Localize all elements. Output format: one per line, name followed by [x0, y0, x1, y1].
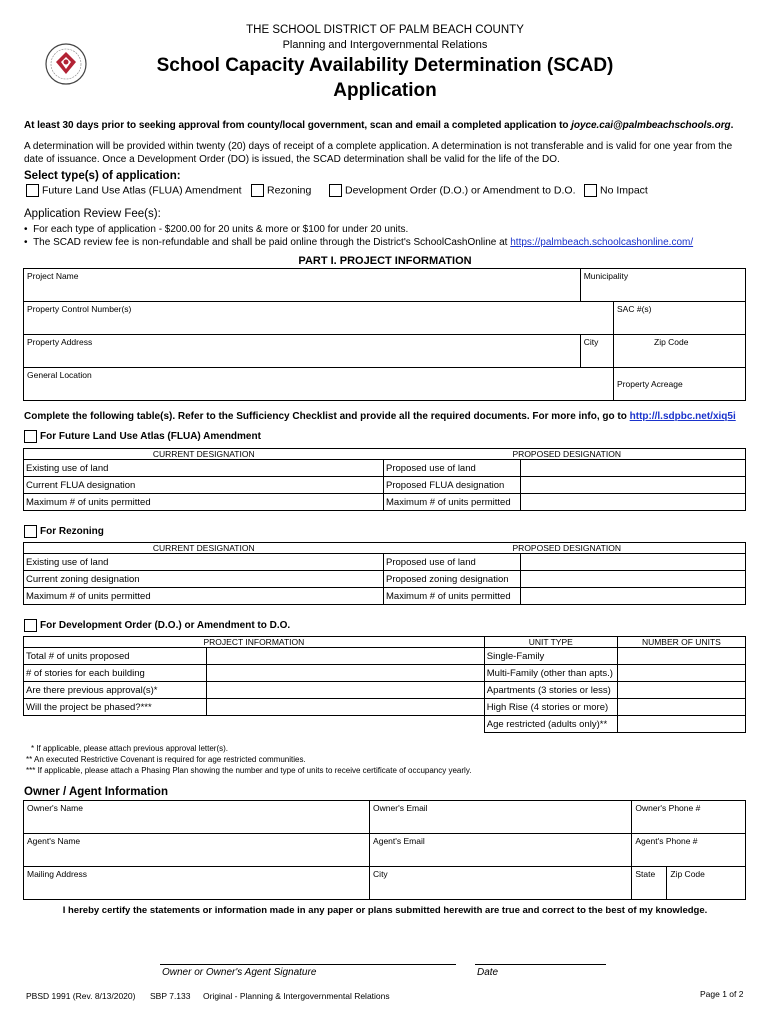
sbp-number: SBP 7.133 [150, 991, 191, 1001]
do-unit-type-label: Multi-Family (other than apts.) [484, 665, 617, 682]
flua-row-label: Maximum # of units permitted [24, 494, 384, 511]
do-unit-type-label: Age restricted (adults only)** [484, 716, 617, 733]
determination-paragraph: A determination will be provided within twenty (20) days of receipt of a complete application. A determination is not transferable and is valid for one year from the date of issuance. Once a Development Order (DO) is issued, the SCAD determination shall be valid for the life of the DO. [24, 141, 733, 165]
rezoning-row-label: Existing use of land [24, 554, 384, 571]
flua-proposed-header: PROPOSED DESIGNATION [384, 449, 746, 460]
do-left-label: Are there previous approval(s)* [24, 682, 207, 699]
mailing-address-field[interactable]: Mailing Address [24, 867, 370, 900]
routing-note: Original - Planning & Intergovernmental Relations [203, 991, 390, 1001]
do-section-heading[interactable]: For Development Order (D.O.) or Amendment to D.O. [24, 619, 290, 632]
owner-state-field[interactable]: State [632, 867, 667, 900]
rezoning-checkbox[interactable] [251, 184, 264, 197]
owner-name-field[interactable]: Owner's Name [24, 801, 370, 834]
flua-table [23, 448, 746, 511]
flua-checkbox[interactable] [26, 184, 39, 197]
do-unit-count-field[interactable] [617, 648, 745, 665]
do-left-value[interactable] [207, 648, 485, 665]
do-unit-count-field[interactable] [617, 682, 745, 699]
district-name: THE SCHOOL DISTRICT OF PALM BEACH COUNTY [246, 24, 524, 36]
submission-instructions: At least 30 days prior to seeking approval from county/local government, scan and email a completed application to joyce.cai@palmbeachschools.org. [24, 120, 734, 131]
project-name-field[interactable]: Project Name [24, 269, 581, 302]
owner-phone-field[interactable]: Owner's Phone # [632, 801, 746, 834]
general-location-field[interactable]: General Location [24, 368, 614, 401]
rezoning-row-label: Proposed use of land [384, 554, 521, 571]
flua-row-label: Maximum # of units permitted [384, 494, 521, 511]
agent-phone-field[interactable]: Agent's Phone # [632, 834, 746, 867]
rezoning-value-field[interactable] [521, 588, 746, 605]
sac-field[interactable]: SAC #(s) [614, 302, 746, 335]
do-unit-count-field[interactable] [617, 665, 745, 682]
rezoning-row-label: Maximum # of units permitted [24, 588, 384, 605]
flua-row-label: Proposed use of land [384, 460, 521, 477]
fee-bullet-1: • For each type of application - $200.00 for 20 units & more or $100 for under 20 units. [24, 224, 409, 235]
agent-name-field[interactable]: Agent's Name [24, 834, 370, 867]
do-left-value[interactable] [207, 665, 485, 682]
rezoning-row-label: Current zoning designation [24, 571, 384, 588]
owner-email-field[interactable]: Owner's Email [370, 801, 632, 834]
owner-agent-table [23, 800, 746, 900]
do-left-label: Will the project be phased?*** [24, 699, 207, 716]
do-checkbox[interactable] [329, 184, 342, 197]
project-info-table [23, 268, 746, 401]
type-heading: Select type(s) of application: [24, 170, 181, 182]
owner-zip-field[interactable]: Zip Code [667, 867, 746, 900]
signature-line[interactable] [160, 964, 456, 965]
no-impact-checkbox[interactable] [584, 184, 597, 197]
fees-heading: Application Review Fee(s): [24, 208, 161, 220]
form-number: PBSD 1991 (Rev. 8/13/2020) [26, 991, 136, 1001]
do-left-value[interactable] [207, 699, 485, 716]
rezoning-value-field[interactable] [521, 554, 746, 571]
do-unit-type-label: Single-Family [484, 648, 617, 665]
contact-email[interactable]: joyce.cai@palmbeachschools.org [571, 120, 731, 131]
fees-list [24, 223, 764, 249]
page-title [0, 53, 770, 103]
certification-statement: I hereby certify the statements or information made in any paper or plans submitted herewith are true and correct to the best of my knowledge. [62, 905, 708, 916]
flua-row-label: Existing use of land [26, 462, 109, 474]
type-do-option[interactable]: Development Order (D.O.) or Amendment to D.O. [329, 184, 576, 197]
flua-value-field[interactable] [521, 494, 746, 511]
do-table [23, 636, 746, 733]
flua-current-header: CURRENT DESIGNATION [24, 449, 384, 460]
rezoning-row-label: Proposed zoning designation [384, 571, 521, 588]
rezoning-table [23, 542, 746, 605]
do-project-info-header: PROJECT INFORMATION [24, 637, 485, 648]
do-left-label: # of stories for each building [24, 665, 207, 682]
rezoning-row-label: Maximum # of units permitted [384, 588, 521, 605]
type-rezoning-option[interactable]: Rezoning [251, 184, 311, 197]
complete-tables-instructions: Complete the following table(s). Refer to the Sufficiency Checklist and provide all the required documents. For more info, go to http://l.sdpbc.net/xiq5i [24, 411, 736, 422]
do-section-checkbox[interactable] [24, 619, 37, 632]
zip-field[interactable]: Zip Code [614, 335, 746, 368]
fee-bullet-2: • The SCAD review fee is non-refundable and shall be paid online through the District's SchoolCashOnline at https://palmbeach.schoolcashonline.com/ [24, 237, 694, 248]
owner-agent-heading: Owner / Agent Information [24, 786, 168, 798]
do-unit-count-field[interactable] [617, 699, 745, 716]
do-unit-count-field[interactable] [617, 716, 745, 733]
date-line[interactable] [475, 964, 606, 965]
part1-heading: PART I. PROJECT INFORMATION [298, 255, 472, 267]
title-line-2: Application [333, 80, 437, 101]
flua-section-heading[interactable]: For Future Land Use Atlas (FLUA) Amendment [24, 430, 261, 443]
flua-section-checkbox[interactable] [24, 430, 37, 443]
property-address-field[interactable]: Property Address [24, 335, 581, 368]
sufficiency-link[interactable]: http://l.sdpbc.net/xiq5i [629, 411, 736, 422]
footnotes [26, 743, 471, 776]
pcn-field[interactable]: Property Control Number(s) [24, 302, 614, 335]
do-unit-type-header: UNIT TYPE [484, 637, 617, 648]
flua-row-label: Proposed FLUA designation [384, 477, 521, 494]
acreage-field[interactable]: Property Acreage [614, 368, 746, 401]
agent-email-field[interactable]: Agent's Email [370, 834, 632, 867]
rezoning-section-checkbox[interactable] [24, 525, 37, 538]
do-left-label: Total # of units proposed [24, 648, 207, 665]
footnote-3: *** If applicable, please attach a Phasing Plan showing the number and type of units to receive certificate of occupancy yearly. [26, 766, 472, 775]
footnote-1: * If applicable, please attach previous approval letter(s). [31, 744, 228, 753]
date-label: Date [477, 967, 499, 978]
footnote-2: ** An executed Restrictive Covenant is required for age restricted communities. [26, 755, 306, 764]
rezoning-value-field[interactable] [521, 571, 746, 588]
rezoning-section-heading[interactable]: For Rezoning [24, 525, 104, 538]
city-field[interactable]: City [580, 335, 613, 368]
department-name: Planning and Intergovernmental Relations [282, 39, 488, 51]
owner-city-field[interactable]: City [370, 867, 632, 900]
do-number-of-units-header: NUMBER OF UNITS [617, 637, 745, 648]
type-no-impact-option[interactable]: No Impact [584, 184, 648, 197]
title-line-1: School Capacity Availability Determination (SCAD) [156, 55, 614, 76]
municipality-field[interactable]: Municipality [580, 269, 745, 302]
rezoning-proposed-header: PROPOSED DESIGNATION [384, 543, 746, 554]
flua-value-field[interactable] [521, 477, 746, 494]
flua-row-label: Current FLUA designation [24, 477, 384, 494]
schoolcash-link[interactable]: https://palmbeach.schoolcashonline.com/ [510, 237, 694, 248]
do-unit-type-label: Apartments (3 stories or less) [484, 682, 617, 699]
do-left-value[interactable] [207, 682, 485, 699]
type-flua-option[interactable]: Future Land Use Atlas (FLUA) Amendment [26, 184, 242, 197]
flua-value-field[interactable] [521, 460, 746, 477]
signature-label: Owner or Owner's Agent Signature [162, 967, 317, 978]
do-unit-type-label: High Rise (4 stories or more) [484, 699, 617, 716]
rezoning-current-header: CURRENT DESIGNATION [24, 543, 384, 554]
page-number: Page 1 of 2 [700, 989, 744, 999]
